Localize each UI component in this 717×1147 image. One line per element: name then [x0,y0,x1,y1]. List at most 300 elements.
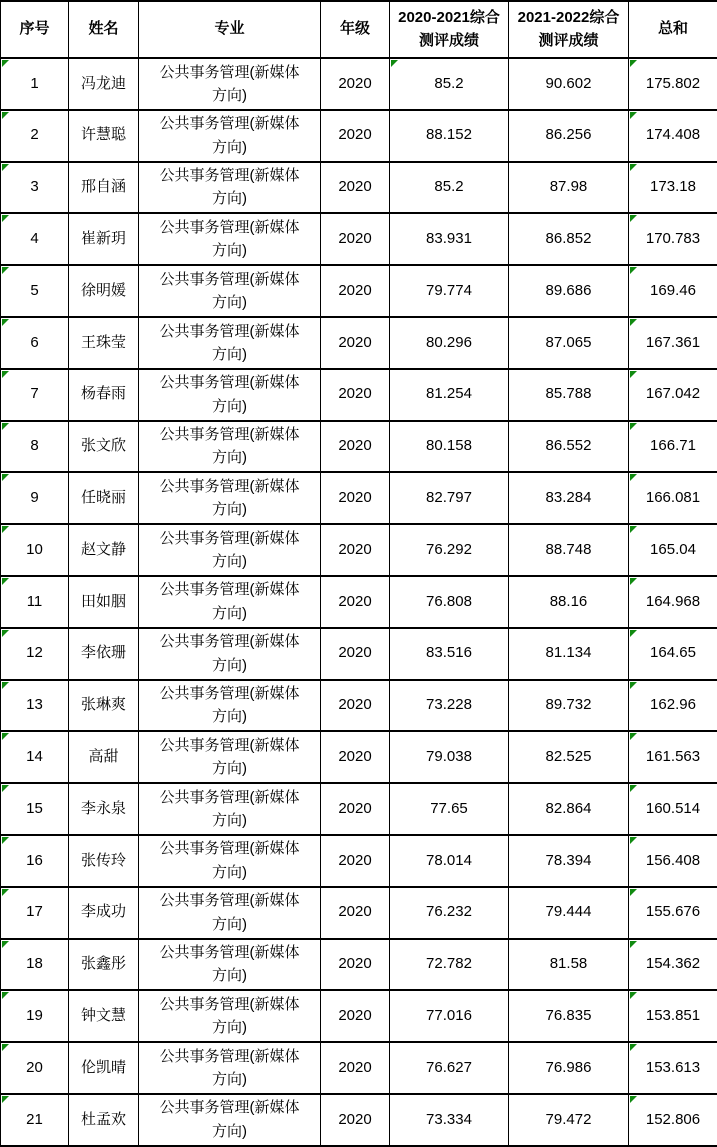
cell-text: 2020 [338,437,371,454]
cell-text: 160.514 [646,800,700,817]
cell-score_2021_2022[interactable] [509,680,629,732]
cell-text: 86.552 [546,437,592,454]
cell-score_2020_2021[interactable] [390,1042,509,1094]
cell-total[interactable] [629,628,717,680]
cell-total[interactable] [629,213,717,265]
col-header-grade[interactable]: 年级 [321,1,390,58]
table-row [1,369,717,421]
cell-text: 174.408 [646,126,700,143]
cell-text: 76.835 [546,1007,592,1024]
error-indicator-icon [2,578,9,585]
cell-text: 2020 [338,593,371,610]
cell-text: 公共事务管理(新媒体方向) [155,1045,305,1092]
cell-text: 2020 [338,334,371,351]
table-row [1,1094,717,1146]
cell-grade[interactable] [321,990,390,1042]
table-row [1,1042,717,1094]
cell-score_2021_2022[interactable] [509,990,629,1042]
error-indicator-icon [2,215,9,222]
cell-index[interactable] [1,58,69,110]
cell-index[interactable] [1,265,69,317]
cell-text: 公共事务管理(新媒体方向) [155,61,305,108]
cell-score_2021_2022[interactable] [509,887,629,939]
cell-text: 公共事务管理(新媒体方向) [155,734,305,781]
cell-total[interactable] [629,421,717,473]
cell-score_2021_2022[interactable] [509,472,629,524]
error-indicator-icon [630,733,637,740]
cell-major[interactable] [139,213,321,265]
cell-text: 邢自涵 [81,178,126,195]
cell-total[interactable] [629,317,717,369]
cell-text: 徐明媛 [81,282,126,299]
cell-text: 公共事务管理(新媒体方向) [155,630,305,677]
cell-text: 公共事务管理(新媒体方向) [155,682,305,729]
cell-total[interactable] [629,265,717,317]
table-row [1,887,717,939]
cell-score_2020_2021[interactable] [390,472,509,524]
cell-text: 86.852 [546,230,592,247]
error-indicator-icon [2,837,9,844]
cell-name[interactable] [69,1042,139,1094]
cell-major[interactable] [139,472,321,524]
cell-index[interactable] [1,576,69,628]
cell-text: 73.228 [426,696,472,713]
cell-text: 13 [26,696,43,713]
error-indicator-icon [2,682,9,689]
cell-text: 83.516 [426,644,472,661]
cell-text: 164.65 [650,644,696,661]
cell-major[interactable] [139,265,321,317]
cell-text: 88.152 [426,126,472,143]
cell-index[interactable] [1,213,69,265]
error-indicator-icon [2,60,9,67]
cell-grade[interactable] [321,835,390,887]
cell-text: 152.806 [646,1111,700,1128]
cell-name[interactable] [69,110,139,162]
cell-major[interactable] [139,990,321,1042]
table-row [1,162,717,214]
col-header-major[interactable]: 专业 [139,1,321,58]
cell-text: 162.96 [650,696,696,713]
cell-major[interactable] [139,58,321,110]
error-indicator-icon [630,164,637,171]
error-indicator-icon [2,371,9,378]
error-indicator-icon [630,941,637,948]
error-indicator-icon [630,630,637,637]
error-indicator-icon [630,526,637,533]
cell-score_2021_2022[interactable] [509,628,629,680]
cell-text: 许慧聪 [81,126,126,143]
cell-major[interactable] [139,835,321,887]
cell-text: 170.783 [646,230,700,247]
cell-text: 2020 [338,1059,371,1076]
cell-text: 2020 [338,178,371,195]
cell-grade[interactable] [321,628,390,680]
cell-major[interactable] [139,162,321,214]
cell-text: 2020 [338,126,371,143]
cell-name[interactable] [69,265,139,317]
col-header-total[interactable]: 总和 [629,1,717,58]
cell-total[interactable] [629,835,717,887]
error-indicator-icon [630,112,637,119]
cell-text: 85.2 [434,178,463,195]
cell-major[interactable] [139,887,321,939]
cell-text: 88.748 [546,541,592,558]
cell-text: 2020 [338,696,371,713]
cell-index[interactable] [1,421,69,473]
cell-score_2020_2021[interactable] [390,628,509,680]
cell-score_2021_2022[interactable] [509,1042,629,1094]
cell-grade[interactable] [321,1094,390,1146]
cell-text: 公共事务管理(新媒体方向) [155,1096,305,1143]
cell-text: 2020 [338,852,371,869]
error-indicator-icon [2,164,9,171]
cell-text: 79.472 [546,1111,592,1128]
cell-index[interactable] [1,680,69,732]
error-indicator-icon [2,1096,9,1103]
cell-total[interactable] [629,783,717,835]
cell-major[interactable] [139,317,321,369]
cell-text: 88.16 [550,593,588,610]
cell-total[interactable] [629,680,717,732]
cell-text: 李依珊 [81,644,126,661]
cell-text: 86.256 [546,126,592,143]
cell-score_2020_2021[interactable] [390,1094,509,1146]
cell-text: 87.98 [550,178,588,195]
cell-index[interactable] [1,1094,69,1146]
cell-text: 155.676 [646,903,700,920]
cell-major[interactable] [139,421,321,473]
cell-grade[interactable] [321,524,390,576]
cell-text: 90.602 [546,75,592,92]
cell-text: 公共事务管理(新媒体方向) [155,216,305,263]
cell-text: 81.58 [550,955,588,972]
cell-score_2020_2021[interactable] [390,524,509,576]
col-header-index[interactable]: 序号 [1,1,69,58]
cell-index[interactable] [1,110,69,162]
error-indicator-icon [630,60,637,67]
cell-name[interactable] [69,524,139,576]
error-indicator-icon [630,889,637,896]
cell-text: 公共事务管理(新媒体方向) [155,837,305,884]
cell-grade[interactable] [321,680,390,732]
error-indicator-icon [630,371,637,378]
cell-text: 89.732 [546,696,592,713]
cell-score_2021_2022[interactable] [509,265,629,317]
cell-text: 公共事务管理(新媒体方向) [155,786,305,833]
cell-major[interactable] [139,576,321,628]
cell-text: 15 [26,800,43,817]
cell-text: 张文欣 [81,437,126,454]
cell-text: 公共事务管理(新媒体方向) [155,993,305,1040]
cell-score_2020_2021[interactable] [390,110,509,162]
cell-text: 10 [26,541,43,558]
cell-text: 81.254 [426,385,472,402]
error-indicator-icon [630,267,637,274]
cell-index[interactable] [1,628,69,680]
cell-name[interactable] [69,472,139,524]
table-row [1,628,717,680]
cell-text: 4 [30,230,38,247]
cell-text: 81.134 [546,644,592,661]
cell-grade[interactable] [321,265,390,317]
cell-text: 1 [30,75,38,92]
cell-score_2020_2021[interactable] [390,369,509,421]
cell-index[interactable] [1,990,69,1042]
cell-text: 田如胭 [81,593,126,610]
cell-index[interactable] [1,524,69,576]
table-row [1,835,717,887]
cell-name[interactable] [69,939,139,991]
cell-total[interactable] [629,369,717,421]
cell-name[interactable] [69,58,139,110]
cell-grade[interactable] [321,576,390,628]
cell-score_2021_2022[interactable] [509,835,629,887]
cell-score_2021_2022[interactable] [509,524,629,576]
cell-text: 公共事务管理(新媒体方向) [155,889,305,936]
table-row [1,265,717,317]
cell-text: 73.334 [426,1111,472,1128]
cell-text: 167.361 [646,334,700,351]
cell-text: 2020 [338,75,371,92]
cell-total[interactable] [629,1094,717,1146]
cell-score_2020_2021[interactable] [390,58,509,110]
cell-name[interactable] [69,835,139,887]
cell-score_2020_2021[interactable] [390,317,509,369]
cell-text: 153.851 [646,1007,700,1024]
error-indicator-icon [2,474,9,481]
cell-text: 175.802 [646,75,700,92]
cell-score_2020_2021[interactable] [390,783,509,835]
cell-total[interactable] [629,110,717,162]
cell-index[interactable] [1,835,69,887]
cell-text: 赵文静 [81,541,126,558]
table-row [1,731,717,783]
cell-index[interactable] [1,162,69,214]
cell-name[interactable] [69,783,139,835]
cell-name[interactable] [69,731,139,783]
cell-name[interactable] [69,576,139,628]
cell-score_2020_2021[interactable] [390,162,509,214]
cell-score_2020_2021[interactable] [390,680,509,732]
cell-text: 14 [26,748,43,765]
cell-text: 82.864 [546,800,592,817]
cell-major[interactable] [139,628,321,680]
cell-name[interactable] [69,628,139,680]
cell-name[interactable] [69,990,139,1042]
cell-text: 85.2 [434,75,463,92]
cell-name[interactable] [69,680,139,732]
cell-index[interactable] [1,887,69,939]
cell-score_2020_2021[interactable] [390,265,509,317]
cell-major[interactable] [139,731,321,783]
cell-grade[interactable] [321,783,390,835]
error-indicator-icon [630,682,637,689]
cell-text: 83.931 [426,230,472,247]
cell-grade[interactable] [321,58,390,110]
cell-major[interactable] [139,680,321,732]
cell-total[interactable] [629,731,717,783]
cell-text: 79.444 [546,903,592,920]
error-indicator-icon [2,112,9,119]
cell-text: 85.788 [546,385,592,402]
cell-score_2020_2021[interactable] [390,213,509,265]
cell-text: 18 [26,955,43,972]
cell-grade[interactable] [321,1042,390,1094]
cell-grade[interactable] [321,369,390,421]
cell-total[interactable] [629,990,717,1042]
cell-score_2021_2022[interactable] [509,317,629,369]
cell-score_2021_2022[interactable] [509,1094,629,1146]
cell-score_2020_2021[interactable] [390,731,509,783]
cell-text: 16 [26,852,43,869]
cell-total[interactable] [629,576,717,628]
cell-grade[interactable] [321,472,390,524]
cell-score_2021_2022[interactable] [509,731,629,783]
cell-score_2021_2022[interactable] [509,110,629,162]
cell-index[interactable] [1,369,69,421]
cell-index[interactable] [1,783,69,835]
cell-grade[interactable] [321,110,390,162]
error-indicator-icon [630,1096,637,1103]
cell-total[interactable] [629,162,717,214]
cell-grade[interactable] [321,162,390,214]
col-header-score_2020_2021[interactable]: 2020-2021综合测评成绩 [390,1,509,58]
cell-text: 72.782 [426,955,472,972]
cell-text: 77.016 [426,1007,472,1024]
cell-name[interactable] [69,421,139,473]
cell-score_2021_2022[interactable] [509,939,629,991]
cell-grade[interactable] [321,421,390,473]
cell-score_2020_2021[interactable] [390,835,509,887]
cell-major[interactable] [139,939,321,991]
error-indicator-icon [2,889,9,896]
cell-text: 2020 [338,541,371,558]
cell-text: 8 [30,437,38,454]
table-row [1,213,717,265]
cell-name[interactable] [69,1094,139,1146]
cell-score_2021_2022[interactable] [509,421,629,473]
cell-text: 公共事务管理(新媒体方向) [155,112,305,159]
error-indicator-icon [2,423,9,430]
cell-text: 公共事务管理(新媒体方向) [155,320,305,367]
error-indicator-icon [630,992,637,999]
cell-text: 李永泉 [81,800,126,817]
cell-total[interactable] [629,58,717,110]
cell-score_2020_2021[interactable] [390,939,509,991]
cell-major[interactable] [139,110,321,162]
cell-major[interactable] [139,783,321,835]
cell-grade[interactable] [321,731,390,783]
cell-major[interactable] [139,369,321,421]
cell-grade[interactable] [321,887,390,939]
col-header-score_2021_2022[interactable]: 2021-2022综合测评成绩 [509,1,629,58]
col-header-name[interactable]: 姓名 [69,1,139,58]
cell-score_2021_2022[interactable] [509,783,629,835]
cell-text: 2020 [338,800,371,817]
cell-total[interactable] [629,887,717,939]
cell-text: 冯龙迪 [81,75,126,92]
cell-text: 79.774 [426,282,472,299]
cell-text: 2 [30,126,38,143]
cell-score_2020_2021[interactable] [390,576,509,628]
cell-score_2020_2021[interactable] [390,887,509,939]
cell-total[interactable] [629,472,717,524]
error-indicator-icon [630,785,637,792]
cell-text: 公共事务管理(新媒体方向) [155,371,305,418]
cell-total[interactable] [629,939,717,991]
cell-index[interactable] [1,939,69,991]
cell-index[interactable] [1,472,69,524]
cell-text: 6 [30,334,38,351]
cell-major[interactable] [139,1094,321,1146]
cell-text: 11 [27,593,43,610]
cell-text: 张琳爽 [81,696,126,713]
cell-text: 79.038 [426,748,472,765]
cell-score_2021_2022[interactable] [509,576,629,628]
cell-name[interactable] [69,887,139,939]
cell-score_2020_2021[interactable] [390,421,509,473]
cell-name[interactable] [69,369,139,421]
cell-grade[interactable] [321,317,390,369]
cell-text: 76.986 [546,1059,592,1076]
cell-major[interactable] [139,1042,321,1094]
header-row [1,1,717,58]
error-indicator-icon [2,733,9,740]
cell-text: 7 [30,385,38,402]
table-row [1,783,717,835]
cell-major[interactable] [139,524,321,576]
error-indicator-icon [630,474,637,481]
cell-index[interactable] [1,731,69,783]
cell-text: 公共事务管理(新媒体方向) [155,941,305,988]
cell-index[interactable] [1,1042,69,1094]
cell-score_2021_2022[interactable] [509,369,629,421]
cell-text: 公共事务管理(新媒体方向) [155,423,305,470]
cell-text: 2020 [338,955,371,972]
cell-name[interactable] [69,213,139,265]
table-header [1,1,717,58]
cell-text: 2020 [338,385,371,402]
cell-text: 杨春雨 [81,385,126,402]
table-row [1,317,717,369]
error-indicator-icon [2,785,9,792]
cell-score_2021_2022[interactable] [509,162,629,214]
cell-total[interactable] [629,1042,717,1094]
cell-grade[interactable] [321,213,390,265]
cell-name[interactable] [69,162,139,214]
cell-total[interactable] [629,524,717,576]
cell-score_2021_2022[interactable] [509,213,629,265]
error-indicator-icon [630,215,637,222]
cell-score_2020_2021[interactable] [390,990,509,1042]
cell-text: 张鑫彤 [81,955,126,972]
cell-text: 165.04 [650,541,696,558]
cell-index[interactable] [1,317,69,369]
cell-text: 公共事务管理(新媒体方向) [155,527,305,574]
table-row [1,939,717,991]
cell-text: 2020 [338,282,371,299]
cell-score_2021_2022[interactable] [509,58,629,110]
cell-text: 166.081 [646,489,700,506]
cell-text: 19 [26,1007,43,1024]
cell-grade[interactable] [321,939,390,991]
cell-text: 89.686 [546,282,592,299]
cell-name[interactable] [69,317,139,369]
error-indicator-icon [2,267,9,274]
cell-text: 钟文慧 [81,1007,126,1024]
table-row [1,58,717,110]
